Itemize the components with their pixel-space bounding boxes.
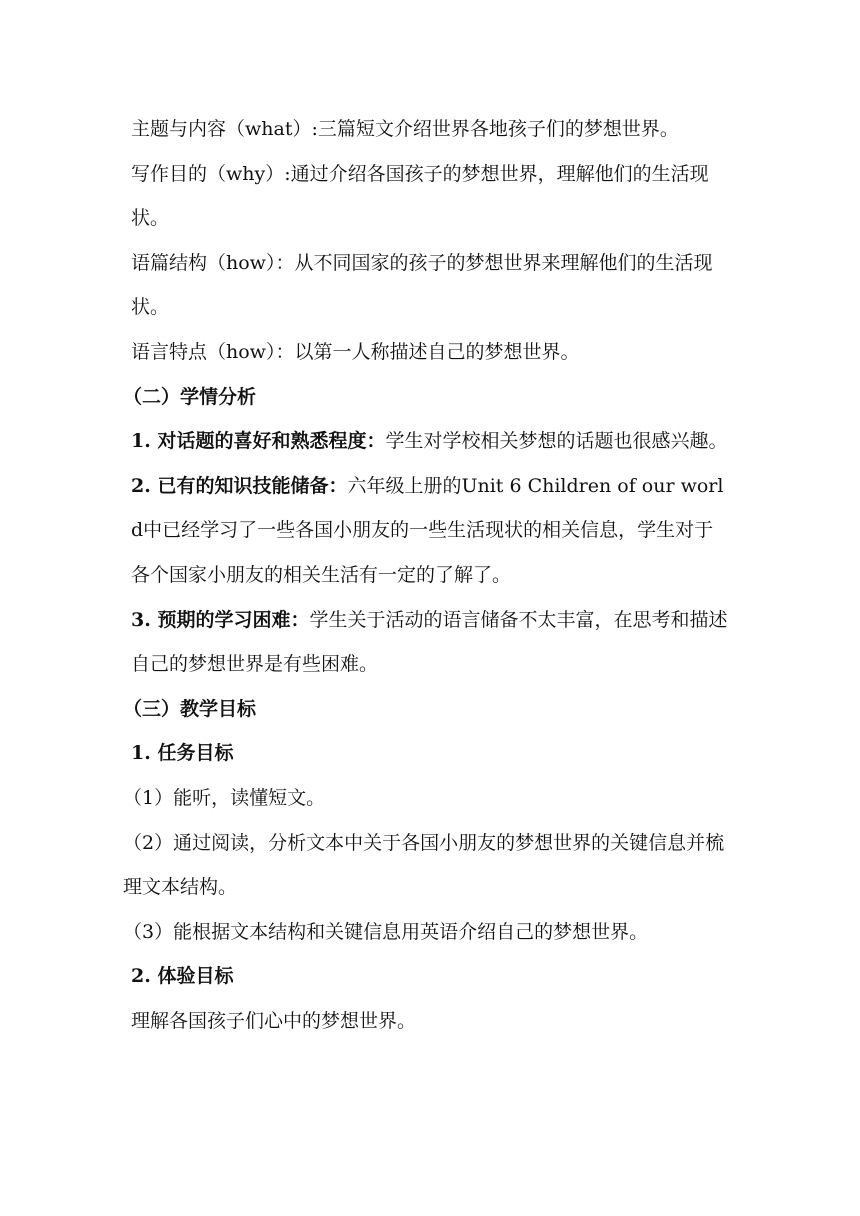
analysis-language-label: 语言特点（how）：	[131, 340, 295, 363]
section-heading-student-analysis: （二）学情分析	[123, 385, 257, 408]
student-analysis-item-3-text: 学生关于活动的语言储备不太丰富，在思考和描述自己的梦想世界是有些困难。	[131, 608, 728, 676]
student-analysis-item-3-label: 3. 预期的学习困难：	[131, 608, 310, 631]
analysis-what	[131, 107, 729, 152]
analysis-language	[131, 330, 729, 375]
analysis-what-label: 主题与内容（what）:	[131, 118, 318, 140]
document-body	[123, 107, 729, 1043]
analysis-structure-text: 从不同国家的孩子的梦想世界来理解他们的生活现状。	[131, 251, 713, 319]
task-goal-item-3: （3）能根据文本结构和关键信息用英语介绍自己的梦想世界。	[123, 920, 649, 943]
analysis-structure-label: 语篇结构（how）：	[131, 251, 295, 274]
experience-goals-heading: 2. 体验目标	[131, 965, 234, 988]
task-goal-item-2: （2）通过阅读，分析文本中关于各国小朋友的梦想世界的关键信息并梳理文本结构。	[123, 831, 725, 899]
student-analysis-item-2	[131, 464, 729, 598]
student-analysis-item-1-text: 学生对学校相关梦想的话题也很感兴趣。	[385, 430, 728, 453]
student-analysis-item-3	[131, 598, 729, 687]
student-analysis-item-2-text: 六年级上册的Unit 6 Children of our world中已经学习了一些各国小朋友的一些生活现状的相关信息，学生对于各个国家小朋友的相关生活有一定的了解了。	[131, 474, 724, 586]
analysis-what-text: 三篇短文介绍世界各地孩子们的梦想世界。	[317, 118, 679, 140]
task-goals-heading: 1. 任务目标	[131, 742, 234, 765]
task-goal-item-1: （1）能听，读懂短文。	[123, 786, 326, 809]
student-analysis-item-1	[131, 419, 729, 464]
experience-goals-text: 理解各国孩子们心中的梦想世界。	[131, 1009, 417, 1032]
analysis-why	[131, 152, 729, 241]
analysis-why-label: 写作目的（why）:	[131, 162, 291, 185]
analysis-language-text: 以第一人称描述自己的梦想世界。	[294, 340, 580, 363]
analysis-why-text: 通过介绍各国孩子的梦想世界，理解他们的生活现状。	[131, 162, 709, 230]
student-analysis-item-2-label: 2. 已有的知识技能储备：	[131, 474, 348, 497]
section-heading-teaching-goals: （三）教学目标	[123, 697, 257, 720]
student-analysis-item-1-label: 1. 对话题的喜好和熟悉程度：	[131, 430, 386, 453]
analysis-structure	[131, 241, 729, 330]
